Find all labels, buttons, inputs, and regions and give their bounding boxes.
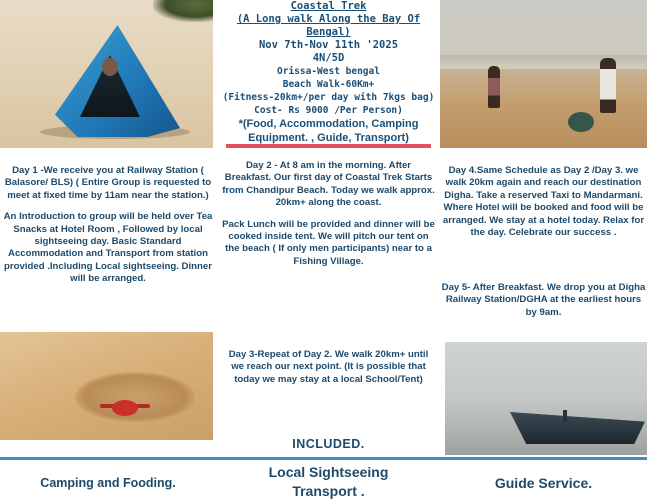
fisherman-left (488, 66, 500, 108)
day-2-itinerary (222, 160, 435, 268)
trek-cost: Cost- Rs 9000 /Per Person) (254, 105, 403, 116)
day-3-text: Day 3-Repeat of Day 2. We walk 20km+ until we reach our next point. (It is possible that today we may stay at a local School/Tent) (228, 349, 429, 385)
included-transport-line2: Transport . (292, 483, 365, 499)
day-2-camping: Pack Lunch will be provided and dinner will be cooked inside tent. We will pitch our tent on the beach ( If only men participants) near to a Fishing Village. (222, 218, 435, 267)
trek-fitness: (Fitness-20km+/per day with 7kgs bag) (222, 92, 435, 103)
tent-on-beach-photo (0, 0, 213, 148)
grass-patch (153, 0, 213, 22)
boat-in-fog-photo (445, 342, 647, 455)
trek-dates: Nov 7th-Nov 11th '2025 (258, 39, 399, 51)
sand-mound (75, 372, 195, 422)
trek-beach-walk: Beach Walk-60Km+ (282, 79, 375, 90)
footer-divider (0, 457, 647, 460)
fishermen-beach-photo (440, 0, 647, 148)
trek-region: Orissa-West bengal (277, 66, 380, 77)
day-3-itinerary (222, 349, 435, 386)
trek-header (222, 0, 435, 145)
day-1-itinerary (0, 165, 216, 286)
boat-mast (563, 410, 567, 422)
included-transport-line1: Local Sightseeing (268, 464, 389, 480)
included-guide: Guide Service. (494, 475, 593, 491)
included-camping: Camping and Fooding. (40, 476, 176, 490)
header-divider (226, 144, 431, 148)
day-4-itinerary (440, 165, 647, 239)
fisherman-right (600, 58, 616, 113)
boat-hull (510, 412, 645, 444)
included-transport (222, 463, 435, 500)
red-crab (112, 400, 138, 416)
crab-on-sand-photo (0, 332, 213, 440)
fishing-net (568, 112, 594, 132)
day-5-itinerary (440, 282, 647, 319)
trek-includes: *(Food, Accommodation, Camping Equipment. , Guide, Transport) (238, 118, 419, 144)
included-heading: INCLUDED. (292, 437, 365, 451)
day-4-text: Day 4.Same Schedule as Day 2 /Day 3. we walk 20km again and reach our destination Digha. Take a reserved Taxi to Mandarmani. Where Hotel will be booked and food will be arranged. We stay at a hotel today. Relax for the day. Celebrate our success . (442, 165, 645, 239)
day-2-start: Day 2 - At 8 am in the morning. After Breakfast. Our first day of Coastal Trek Starts from Chandipur Beach. Today we walk approx. 20km+ along the coast. (222, 160, 435, 209)
trek-subtitle: (A Long walk Along the Bay Of Bengal) (236, 13, 421, 38)
person-in-tent (102, 58, 118, 76)
trek-title: Coastal Trek (290, 0, 367, 12)
day-1-arrival: Day 1 -We receive you at Railway Station ( Balasore/ BLS) ( Entire Group is requested to meet at fixed time by 11am near the station.) (4, 165, 212, 201)
trek-duration: 4N/5D (312, 52, 345, 64)
day-5-text: Day 5- After Breakfast. We drop you at Digha Railway Station/DGHA at the earliest hours by 9am. (441, 282, 646, 318)
day-1-introduction: An Introduction to group will be held over Tea Snacks at Hotel Room , Followed by local sightseeing day. Basic Standard Accommodation and Transport from station provided .Including Local sightseeing. Dinner will be arranged. (3, 211, 213, 285)
